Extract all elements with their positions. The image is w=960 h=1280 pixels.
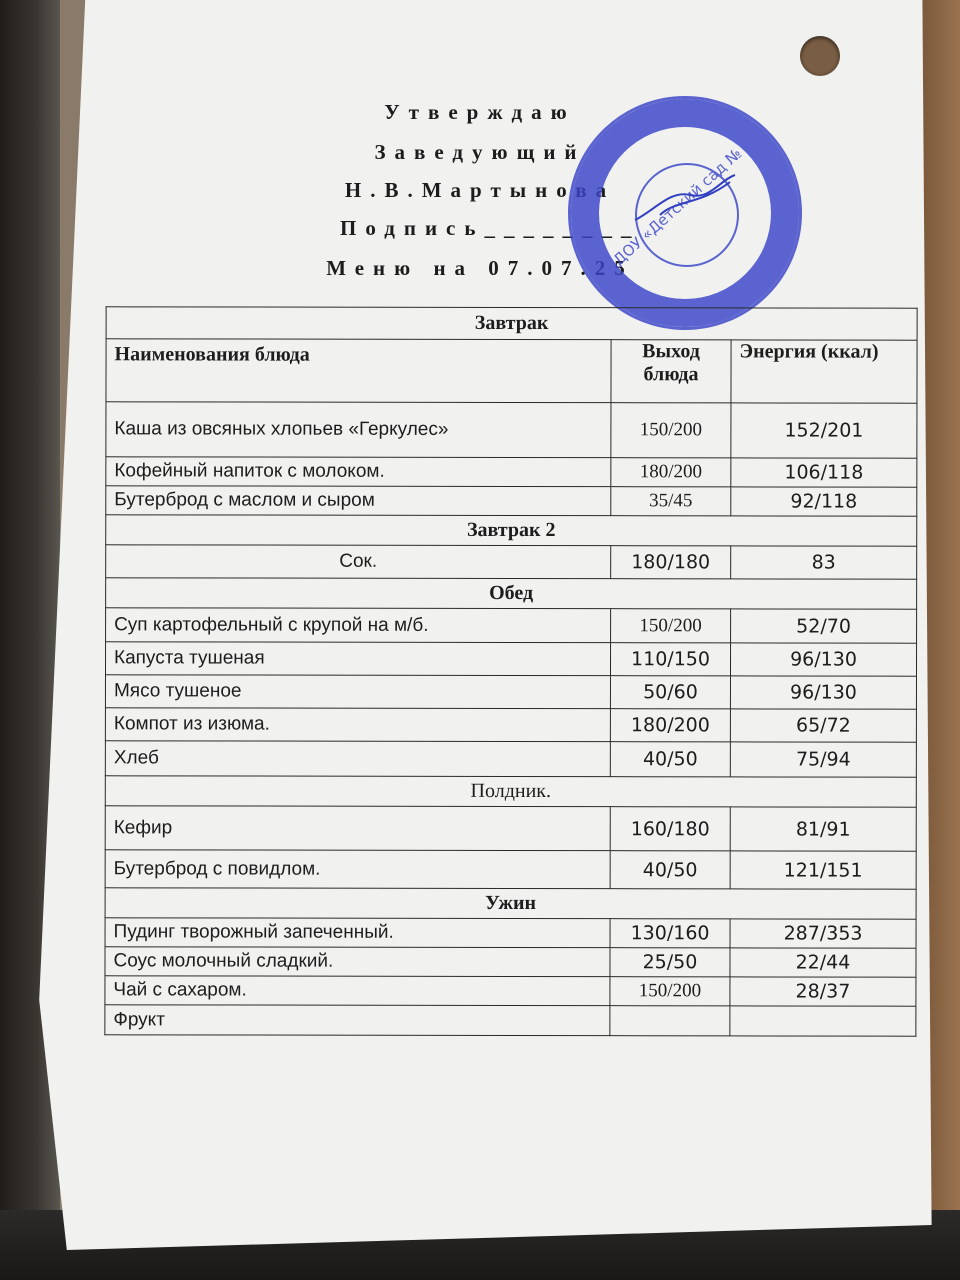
approve-line: Утверждаю bbox=[384, 100, 576, 124]
menu-table bbox=[104, 306, 917, 1036]
table-row bbox=[106, 402, 917, 458]
column-name-header: Наименования блюда bbox=[106, 339, 611, 403]
stamp-center-text: МДОУ «Детский сад № 21» bbox=[600, 122, 770, 278]
dish-energy: 83 bbox=[731, 546, 917, 579]
dish-energy: 121/151 bbox=[730, 851, 916, 889]
dish-name: Сок. bbox=[106, 545, 611, 579]
table-row bbox=[105, 708, 916, 742]
dish-energy: 287/353 bbox=[730, 919, 916, 948]
director-name: Н.В.Мартынова bbox=[344, 178, 616, 202]
position-line: Заведующий bbox=[374, 140, 586, 164]
dish-name: Фрукт bbox=[105, 1005, 610, 1036]
section-snack: Полдник. bbox=[105, 776, 916, 807]
dish-yield bbox=[610, 1006, 730, 1036]
dish-yield: 180/180 bbox=[611, 546, 731, 579]
dish-name: Бутерброд с повидлом. bbox=[105, 850, 610, 889]
dish-name: Пудинг творожный запеченный. bbox=[105, 918, 610, 948]
dish-energy: 152/201 bbox=[731, 403, 917, 458]
dish-name: Бутерброд с маслом и сыром bbox=[106, 486, 611, 516]
dish-yield: 110/150 bbox=[610, 643, 730, 676]
table-row bbox=[105, 947, 916, 977]
section-row bbox=[106, 515, 917, 546]
table-row bbox=[105, 1005, 916, 1036]
menu-date: Меню на 07.07.25 bbox=[326, 256, 634, 280]
punch-hole bbox=[800, 36, 840, 76]
dish-name: Чай с сахаром. bbox=[105, 976, 610, 1006]
table-row bbox=[105, 642, 916, 676]
dish-yield: 160/180 bbox=[610, 807, 730, 851]
table-row bbox=[105, 850, 916, 889]
table-row bbox=[106, 545, 917, 579]
dish-energy: 52/70 bbox=[731, 609, 917, 643]
dish-yield: 150/200 bbox=[610, 977, 730, 1006]
dish-yield: 40/50 bbox=[610, 851, 730, 889]
dish-name: Кофейный напиток с молоком. bbox=[106, 457, 611, 487]
dish-name: Мясо тушеное bbox=[105, 675, 610, 709]
dish-energy: 96/130 bbox=[730, 643, 916, 676]
dish-energy: 81/91 bbox=[730, 807, 916, 851]
dish-energy: 106/118 bbox=[731, 458, 917, 487]
section-row bbox=[106, 578, 917, 609]
column-energy-header: Энергия (ккал) bbox=[731, 340, 917, 403]
table-row bbox=[106, 608, 917, 643]
dish-name: Компот из изюма. bbox=[105, 708, 610, 742]
dish-name: Хлеб bbox=[105, 741, 610, 777]
dish-yield: 35/45 bbox=[611, 487, 731, 516]
table-row bbox=[105, 918, 916, 948]
dish-energy: 65/72 bbox=[730, 709, 916, 742]
table-row bbox=[105, 806, 916, 851]
dish-yield: 150/200 bbox=[611, 609, 731, 643]
dish-energy: 75/94 bbox=[730, 742, 916, 777]
column-yield-header: Выход блюда bbox=[611, 340, 731, 403]
dish-name: Кефир bbox=[105, 806, 610, 851]
table-row bbox=[106, 457, 917, 487]
dish-energy: 96/130 bbox=[730, 676, 916, 709]
dish-energy bbox=[730, 1006, 916, 1036]
dish-yield: 130/160 bbox=[610, 919, 730, 948]
dish-energy: 28/37 bbox=[730, 977, 916, 1006]
section-breakfast-2: Завтрак 2 bbox=[106, 515, 917, 546]
dish-name: Каша из овсяных хлопьев «Геркулес» bbox=[106, 402, 611, 458]
dish-name: Суп картофельный с крупой на м/б. bbox=[106, 608, 611, 643]
dish-yield: 40/50 bbox=[610, 742, 730, 777]
table-row bbox=[105, 675, 916, 709]
table-row bbox=[105, 741, 916, 777]
dish-energy: 92/118 bbox=[731, 487, 917, 516]
section-lunch: Обед bbox=[106, 578, 917, 609]
header-row bbox=[106, 339, 917, 403]
dish-energy: 22/44 bbox=[730, 948, 916, 977]
section-row bbox=[105, 776, 916, 807]
dish-yield: 180/200 bbox=[611, 458, 731, 487]
dish-name: Соус молочный сладкий. bbox=[105, 947, 610, 977]
section-breakfast: Завтрак bbox=[106, 307, 917, 340]
section-row bbox=[105, 888, 916, 919]
dish-yield: 180/200 bbox=[610, 709, 730, 742]
section-dinner: Ужин bbox=[105, 888, 916, 919]
table-row bbox=[106, 486, 917, 516]
dish-yield: 50/60 bbox=[610, 676, 730, 709]
dish-yield: 150/200 bbox=[611, 403, 731, 458]
dish-name: Капуста тушеная bbox=[105, 642, 610, 676]
signature-line: Подпись________ bbox=[340, 216, 641, 240]
table-row bbox=[105, 976, 916, 1006]
dish-yield: 25/50 bbox=[610, 948, 730, 977]
section-row bbox=[106, 307, 917, 340]
